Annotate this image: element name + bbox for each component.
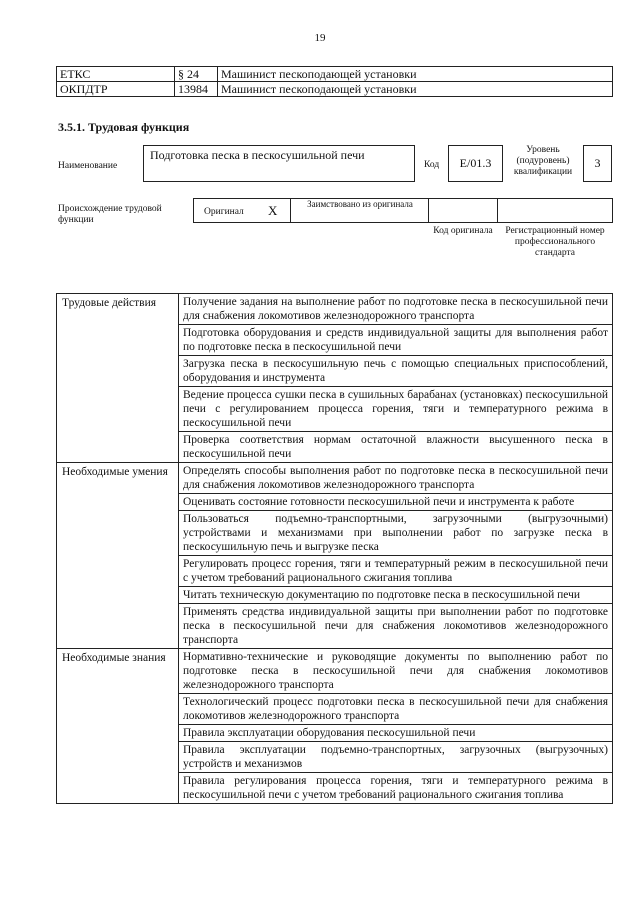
original-label: Оригинал xyxy=(204,207,244,217)
original-mark: X xyxy=(268,203,278,218)
item-cell: Читать техническую документацию по подготовке песка в пескосушильной печи xyxy=(179,587,613,604)
item-cell: Загрузка песка в пескосушильную печь с помощью специальных приспособлений, оборудования и инструмента xyxy=(179,356,613,387)
item-cell: Определять способы выполнения работ по подготовке песка в пескосушильной печи для снабжения локомотивов железнодорожного транспорта xyxy=(179,463,613,494)
item-cell: Получение задания на выполнение работ по подготовке песка в пескосушильной печи для снабжения локомотивов железнодорожного транспорта xyxy=(179,294,613,325)
item-cell: Технологический процесс подготовки песка в пескосушильной печи для снабжения локомотивов железнодорожного транспорта xyxy=(179,694,613,725)
origin-label: Происхождение трудовой функции xyxy=(58,204,162,225)
item-cell: Правила регулирования процесса горения, тяги и температурного режима в пескосушильной печи с учетом требований рационального сжигания топлива xyxy=(179,773,613,804)
item-cell: Правила эксплуатации оборудования пескосушильной печи xyxy=(179,725,613,742)
level-value: 3 xyxy=(583,145,612,182)
etks-table xyxy=(56,66,613,97)
etks-code: ОКПДТР xyxy=(57,82,175,97)
borrowed-label: Заимствовано из оригинала xyxy=(307,199,413,209)
item-cell: Применять средства индивидуальной защиты при выполнении работ по подготовке песка в пескосушильной печи для снабжения локомотивов железнодорожного транспорта xyxy=(179,604,613,649)
etks-row xyxy=(57,82,613,97)
code-value: E/01.3 xyxy=(448,145,503,182)
etks-num: § 24 xyxy=(175,67,218,82)
function-table xyxy=(56,293,613,804)
reg-number-box xyxy=(497,198,613,223)
section-title: 3.5.1. Трудовая функция xyxy=(58,120,190,134)
function-row xyxy=(57,649,613,694)
etks-name: Машинист пескоподающей установки xyxy=(218,82,613,97)
etks-row xyxy=(57,67,613,82)
function-row xyxy=(57,294,613,325)
name-label: Наименование xyxy=(58,161,118,171)
category-cell: Необходимые знания xyxy=(57,649,179,804)
etks-num: 13984 xyxy=(175,82,218,97)
item-cell: Регулировать процесс горения, тяги и температурный режим в пескосушильной печи с учетом требований рационального сжигания топлива xyxy=(179,556,613,587)
category-cell: Трудовые действия xyxy=(57,294,179,463)
reg-number-label: Регистрационный номер профессионального стандарта xyxy=(505,226,605,258)
etks-name: Машинист пескоподающей установки xyxy=(218,67,613,82)
item-cell: Подготовка оборудования и средств индивидуальной защиты для выполнения работ по подготовке песка в пескосушильной печи xyxy=(179,325,613,356)
name-value: Подготовка песка в пескосушильной печи xyxy=(143,145,415,182)
orig-code-label: Код оригинала xyxy=(433,226,493,236)
item-cell: Ведение процесса сушки песка в сушильных барабанах (установках) пескосушильной печи с регулированием процесса горения, тяги и температурного режима в пескосушильной печи xyxy=(179,387,613,432)
item-cell: Оценивать состояние готовности пескосушильной печи и инструмента к работе xyxy=(179,494,613,511)
item-cell: Правила эксплуатации подъемно-транспортных, загрузочных (выгрузочных) устройств и механизмов xyxy=(179,742,613,773)
orig-code-box xyxy=(428,198,498,223)
category-cell: Необходимые умения xyxy=(57,463,179,649)
code-label: Код xyxy=(424,160,440,170)
page-number: 19 xyxy=(314,32,326,44)
level-label: Уровень (подуровень) квалификации xyxy=(513,145,573,177)
item-cell: Нормативно-технические и руководящие документы по выполнению работ по подготовке песка в пескосушильной печи для снабжения локомотивов железнодорожного транспорта xyxy=(179,649,613,694)
etks-code: ЕТКС xyxy=(57,67,175,82)
item-cell: Пользоваться подъемно-транспортными, загрузочными (выгрузочными) устройствами и механизмами при выполнении работ по загрузке песка в пескосушильную печь и выгрузке песка xyxy=(179,511,613,556)
function-row xyxy=(57,463,613,494)
item-cell: Проверка соответствия нормам остаточной влажности высушенного песка в пескосушильной печи xyxy=(179,432,613,463)
